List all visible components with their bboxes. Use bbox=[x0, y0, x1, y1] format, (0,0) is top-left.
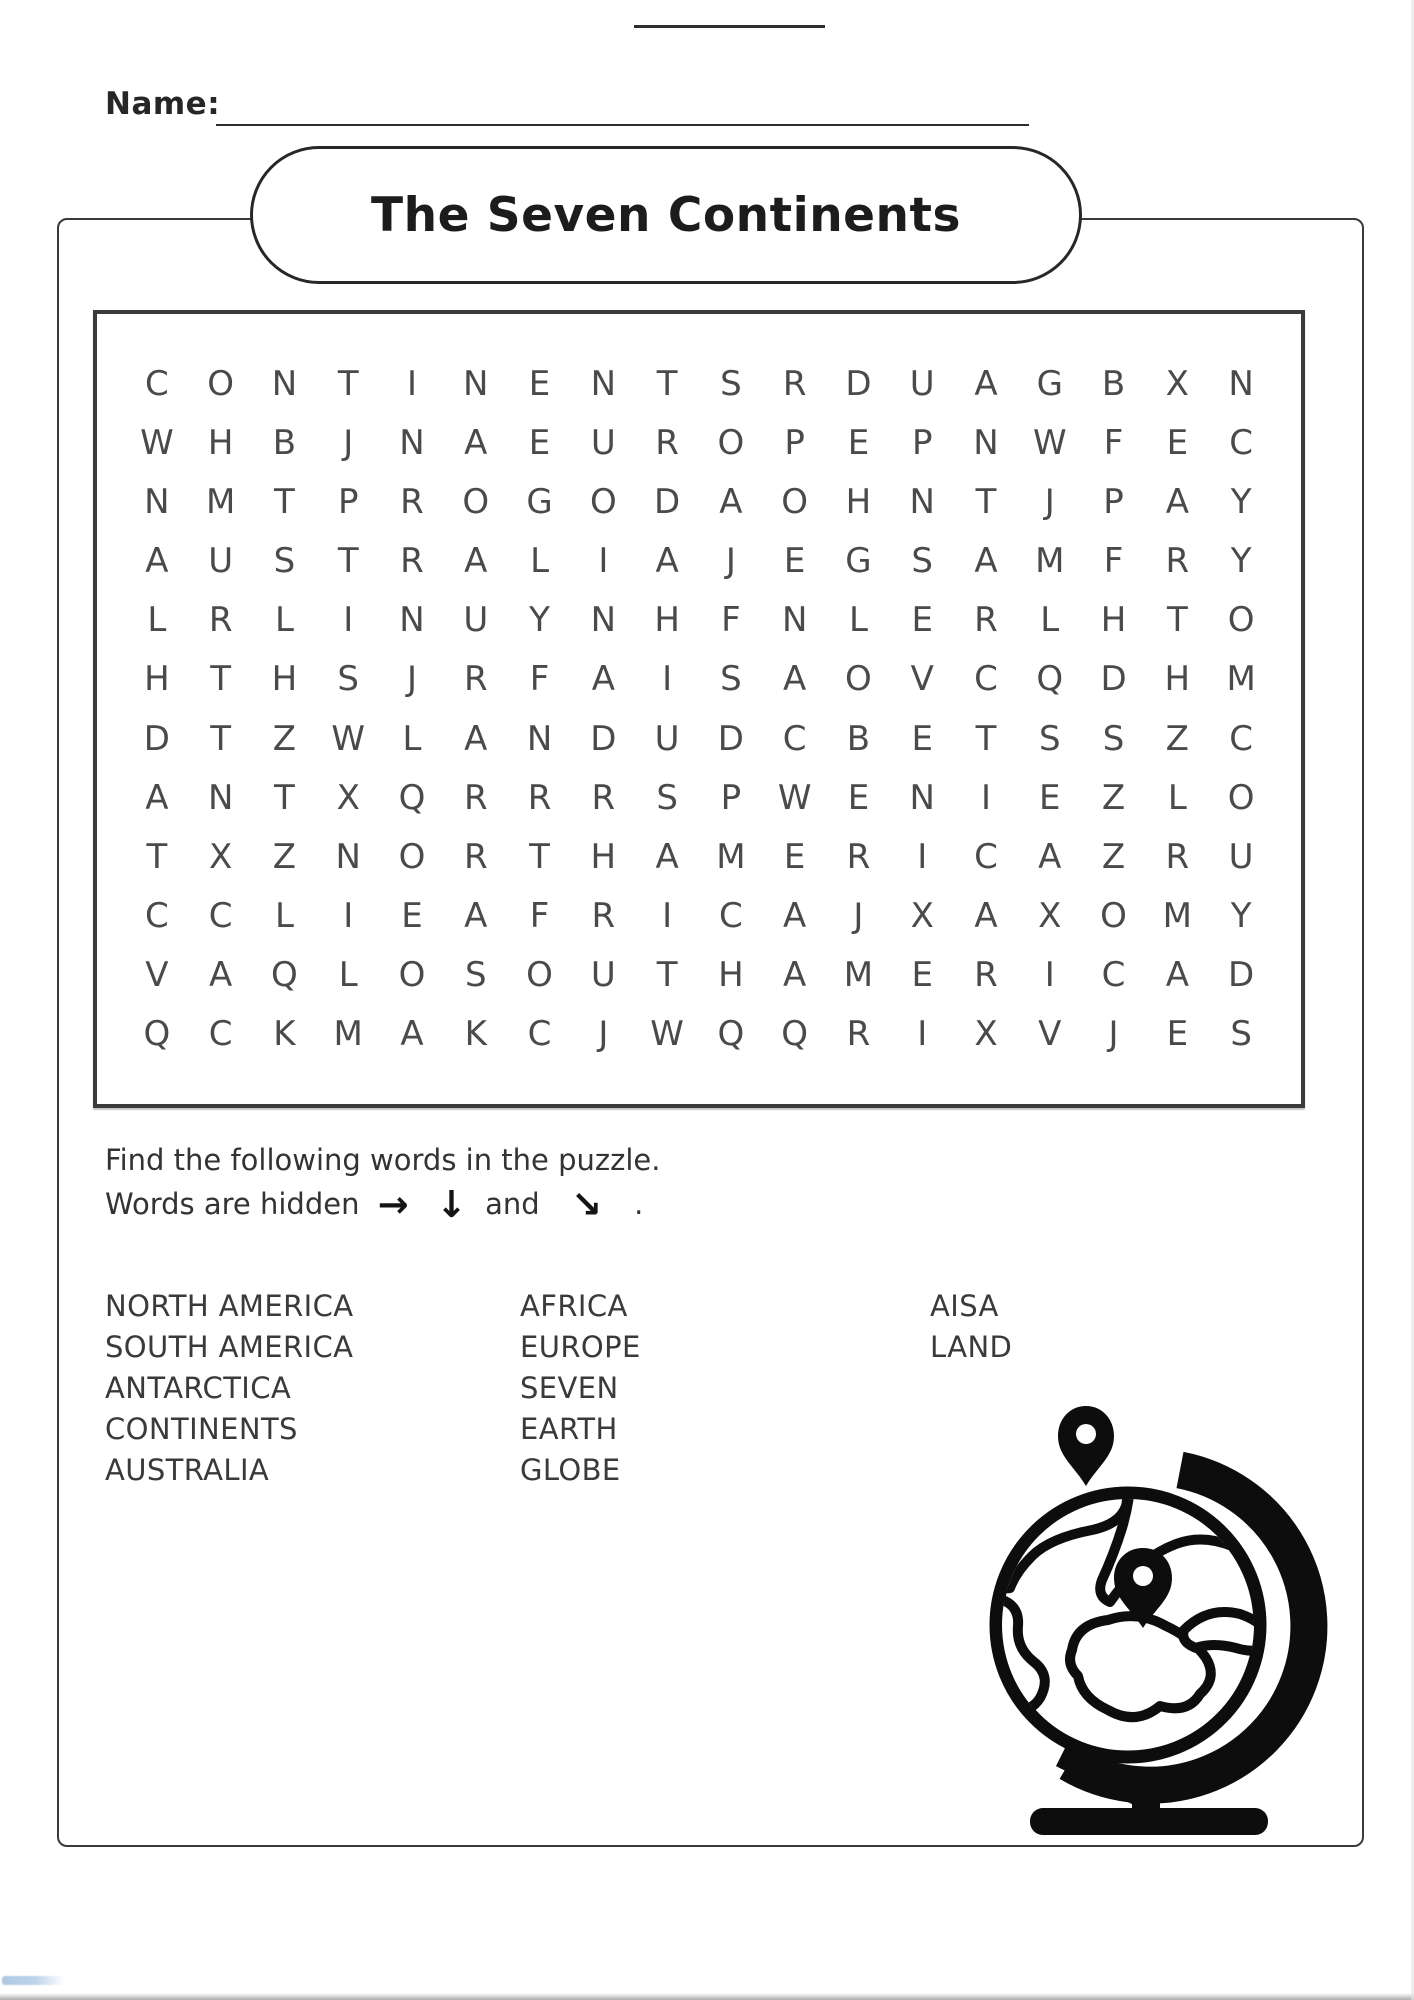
grid-letter-r5c10[interactable]: F bbox=[721, 600, 741, 641]
grid-letter-r10c13[interactable]: X bbox=[910, 896, 934, 937]
grid-letter-r8c18[interactable]: O bbox=[1227, 777, 1255, 818]
grid-letter-r7c18[interactable]: C bbox=[1229, 718, 1253, 759]
grid-letter-r3c5[interactable]: R bbox=[400, 481, 424, 522]
grid-letter-r8c2[interactable]: N bbox=[207, 777, 234, 818]
grid-letter-r12c18[interactable]: S bbox=[1230, 1014, 1252, 1055]
grid-letter-r1c2[interactable]: O bbox=[207, 363, 235, 404]
grid-letter-r12c12[interactable]: R bbox=[846, 1014, 871, 1055]
grid-letter-r1c11[interactable]: R bbox=[782, 363, 807, 404]
word-list-column-2 bbox=[520, 1286, 641, 1491]
grid-letter-r8c17[interactable]: L bbox=[1167, 777, 1187, 818]
grid-letter-r5c12[interactable]: L bbox=[848, 600, 868, 641]
word-item: SOUTH AMERICA bbox=[105, 1330, 354, 1364]
grid-letter-r8c15[interactable]: E bbox=[1039, 777, 1061, 818]
grid-letter-r9c4[interactable]: N bbox=[335, 836, 361, 877]
word-item: CONTINENTS bbox=[105, 1412, 298, 1446]
name-label: Name: bbox=[105, 86, 221, 122]
grid-letter-r10c8[interactable]: R bbox=[591, 896, 616, 937]
grid-letter-r11c16[interactable]: C bbox=[1101, 955, 1126, 996]
grid-letter-r10c11[interactable]: A bbox=[783, 896, 807, 937]
grid-letter-r10c7[interactable]: F bbox=[529, 896, 550, 937]
grid-letter-r6c7[interactable]: F bbox=[529, 659, 550, 700]
top-crop-line bbox=[634, 25, 825, 28]
grid-letter-r7c17[interactable]: Z bbox=[1165, 718, 1189, 759]
grid-letter-r9c12[interactable]: R bbox=[846, 836, 871, 877]
grid-letter-r8c16[interactable]: Z bbox=[1101, 777, 1126, 818]
grid-letter-r2c16[interactable]: F bbox=[1103, 422, 1124, 463]
grid-letter-r7c9[interactable]: U bbox=[654, 718, 680, 759]
word-list-column-3 bbox=[930, 1286, 1012, 1368]
grid-letter-r6c17[interactable]: H bbox=[1164, 659, 1191, 700]
grid-letter-r1c8[interactable]: N bbox=[590, 363, 617, 404]
grid-letter-r12c16[interactable]: J bbox=[1108, 1014, 1119, 1055]
grid-letter-r12c1[interactable]: Q bbox=[143, 1014, 171, 1055]
grid-letter-r6c11[interactable]: A bbox=[783, 659, 807, 700]
grid-letter-r7c14[interactable]: T bbox=[975, 718, 997, 759]
word-item: AISA bbox=[930, 1289, 999, 1323]
grid-letter-r7c5[interactable]: L bbox=[402, 718, 422, 759]
grid-letter-r9c3[interactable]: Z bbox=[272, 836, 297, 877]
grid-letter-r8c9[interactable]: S bbox=[656, 777, 678, 818]
grid-letter-r11c7[interactable]: O bbox=[526, 955, 553, 996]
grid-letter-r10c12[interactable]: J bbox=[853, 896, 864, 937]
grid-letter-r1c7[interactable]: E bbox=[528, 363, 551, 404]
grid-letter-r8c5[interactable]: Q bbox=[398, 777, 426, 818]
grid-letter-r11c9[interactable]: T bbox=[656, 955, 678, 996]
grid-letter-r2c13[interactable]: P bbox=[911, 422, 933, 463]
grid-letter-r9c7[interactable]: T bbox=[529, 836, 550, 877]
grid-letter-r3c1[interactable]: N bbox=[144, 481, 170, 522]
grid-letter-r4c14[interactable]: A bbox=[974, 541, 998, 582]
grid-letter-r4c7[interactable]: L bbox=[530, 541, 550, 582]
grid-letter-r6c1[interactable]: H bbox=[144, 659, 170, 700]
grid-letter-r2c7[interactable]: E bbox=[528, 422, 551, 463]
grid-letter-r3c8[interactable]: O bbox=[589, 481, 617, 522]
grid-letter-r10c18[interactable]: Y bbox=[1230, 896, 1252, 937]
grid-letter-r4c10[interactable]: J bbox=[725, 541, 736, 582]
grid-letter-r3c14[interactable]: T bbox=[975, 481, 997, 522]
grid-letter-r1c1[interactable]: C bbox=[145, 363, 169, 404]
grid-letter-r5c9[interactable]: H bbox=[654, 600, 680, 641]
grid-letter-r10c3[interactable]: L bbox=[274, 896, 294, 937]
grid-letter-r4c8[interactable]: I bbox=[598, 541, 609, 582]
grid-letter-r4c1[interactable]: A bbox=[145, 541, 169, 582]
grid-letter-r6c13[interactable]: V bbox=[910, 659, 934, 700]
grid-letter-r12c17[interactable]: E bbox=[1166, 1014, 1189, 1055]
grid-letter-r11c6[interactable]: S bbox=[464, 955, 487, 996]
grid-letter-r6c16[interactable]: D bbox=[1100, 659, 1127, 700]
grid-letter-r9c8[interactable]: H bbox=[590, 836, 617, 877]
grid-letter-r1c5[interactable]: I bbox=[406, 363, 417, 404]
word-item: GLOBE bbox=[520, 1453, 621, 1487]
grid-letter-r7c16[interactable]: S bbox=[1102, 718, 1125, 759]
word-item: AFRICA bbox=[520, 1289, 628, 1323]
grid-letter-r9c10[interactable]: M bbox=[716, 836, 746, 877]
grid-letter-r5c1[interactable]: L bbox=[147, 600, 167, 641]
grid-letter-r5c18[interactable]: O bbox=[1227, 600, 1255, 641]
grid-letter-r5c7[interactable]: Y bbox=[529, 600, 550, 641]
grid-letter-r5c17[interactable]: T bbox=[1166, 600, 1188, 641]
word-item: LAND bbox=[930, 1330, 1013, 1364]
down-arrow-icon: ↓ bbox=[435, 1183, 467, 1226]
grid-letter-r4c5[interactable]: R bbox=[400, 541, 424, 582]
grid-letter-r3c15[interactable]: J bbox=[1044, 481, 1055, 522]
right-arrow-icon: → bbox=[377, 1183, 409, 1226]
instructions-line-2-text: Words are hidden bbox=[105, 1187, 360, 1221]
word-item: NORTH AMERICA bbox=[105, 1289, 354, 1323]
grid-letter-r9c5[interactable]: O bbox=[398, 836, 426, 877]
grid-letter-r11c2[interactable]: A bbox=[209, 955, 233, 996]
grid-letter-r2c9[interactable]: R bbox=[655, 422, 679, 463]
grid-letter-r12c4[interactable]: M bbox=[333, 1014, 363, 1055]
grid-letter-r4c15[interactable]: M bbox=[1035, 541, 1065, 582]
grid-letter-r12c9[interactable]: W bbox=[650, 1014, 684, 1055]
grid-letter-r10c15[interactable]: X bbox=[1038, 896, 1062, 937]
globe-icon bbox=[980, 1398, 1332, 1843]
grid-letter-r10c1[interactable]: C bbox=[145, 896, 169, 937]
grid-letter-r5c6[interactable]: U bbox=[463, 600, 489, 641]
word-item: EUROPE bbox=[520, 1330, 641, 1364]
grid-letter-r12c5[interactable]: A bbox=[400, 1014, 424, 1055]
grid-letter-r8c4[interactable]: X bbox=[336, 777, 360, 818]
grid-letter-r1c13[interactable]: U bbox=[909, 363, 935, 404]
grid-letter-r7c13[interactable]: E bbox=[911, 718, 933, 759]
name-blank-line[interactable] bbox=[216, 96, 1029, 126]
grid-letter-r4c4[interactable]: T bbox=[337, 541, 359, 582]
grid-letter-r4c3[interactable]: S bbox=[273, 541, 296, 582]
grid-letter-r2c1[interactable]: W bbox=[140, 422, 174, 463]
grid-letter-r11c3[interactable]: Q bbox=[271, 955, 298, 996]
grid-letter-r2c10[interactable]: O bbox=[717, 422, 745, 463]
grid-letter-r5c13[interactable]: E bbox=[911, 600, 933, 641]
grid-letter-r5c8[interactable]: N bbox=[590, 600, 617, 641]
grid-letter-r3c2[interactable]: M bbox=[205, 481, 236, 522]
grid-letter-r11c17[interactable]: A bbox=[1165, 955, 1189, 996]
instructions-and-text: and bbox=[485, 1187, 540, 1221]
grid-letter-r11c13[interactable]: E bbox=[911, 955, 933, 996]
grid-letter-r8c13[interactable]: N bbox=[909, 777, 935, 818]
grid-letter-r1c17[interactable]: X bbox=[1165, 363, 1189, 404]
grid-letter-r9c9[interactable]: A bbox=[655, 836, 679, 877]
grid-letter-r8c11[interactable]: W bbox=[777, 777, 812, 818]
grid-letter-r6c2[interactable]: T bbox=[210, 659, 232, 700]
grid-letter-r7c8[interactable]: D bbox=[590, 718, 617, 759]
grid-letter-r5c2[interactable]: R bbox=[208, 600, 233, 641]
puzzle-grid-box bbox=[93, 310, 1305, 1108]
grid-letter-r1c12[interactable]: D bbox=[845, 363, 872, 404]
grid-letter-r1c18[interactable]: N bbox=[1228, 363, 1254, 404]
grid-letter-r10c5[interactable]: E bbox=[401, 896, 423, 937]
grid-letter-r6c4[interactable]: S bbox=[337, 659, 360, 700]
grid-letter-r2c6[interactable]: A bbox=[464, 422, 488, 463]
grid-letter-r12c10[interactable]: Q bbox=[717, 1014, 745, 1055]
grid-letter-r8c10[interactable]: P bbox=[720, 777, 742, 818]
grid-letter-r7c11[interactable]: C bbox=[782, 718, 807, 759]
grid-letter-r4c2[interactable]: U bbox=[208, 541, 234, 582]
grid-letter-r4c18[interactable]: Y bbox=[1230, 541, 1252, 582]
grid-letter-r7c15[interactable]: S bbox=[1038, 718, 1061, 759]
grid-letter-r3c3[interactable]: T bbox=[274, 481, 295, 522]
grid-letter-r6c15[interactable]: Q bbox=[1036, 659, 1064, 700]
grid-letter-r2c8[interactable]: U bbox=[590, 422, 616, 463]
grid-letter-r5c16[interactable]: H bbox=[1100, 600, 1127, 641]
grid-letter-r1c16[interactable]: B bbox=[1101, 363, 1126, 404]
grid-letter-r12c3[interactable]: K bbox=[273, 1014, 296, 1055]
grid-letter-r9c1[interactable]: T bbox=[146, 836, 168, 877]
grid-letter-r8c3[interactable]: T bbox=[274, 777, 295, 818]
grid-letter-r6c9[interactable]: I bbox=[662, 659, 673, 700]
grid-letter-r3c18[interactable]: Y bbox=[1230, 481, 1252, 522]
grid-letter-r12c7[interactable]: C bbox=[527, 1014, 552, 1055]
grid-letter-r2c2[interactable]: H bbox=[207, 422, 234, 463]
grid-letter-r11c12[interactable]: M bbox=[843, 955, 874, 996]
grid-letter-r6c18[interactable]: M bbox=[1226, 659, 1256, 700]
grid-letter-r10c2[interactable]: C bbox=[208, 896, 233, 937]
grid-letter-r10c10[interactable]: C bbox=[719, 896, 743, 937]
grid-letter-r11c8[interactable]: U bbox=[590, 955, 616, 996]
grid-letter-r7c10[interactable]: D bbox=[717, 718, 744, 759]
grid-letter-r6c14[interactable]: C bbox=[974, 659, 998, 700]
grid-letter-r5c15[interactable]: L bbox=[1040, 600, 1060, 641]
grid-letter-r12c13[interactable]: I bbox=[917, 1014, 928, 1055]
grid-letter-r2c18[interactable]: C bbox=[1229, 422, 1253, 463]
grid-letter-r2c4[interactable]: J bbox=[343, 422, 354, 463]
grid-letter-r3c12[interactable]: H bbox=[845, 481, 872, 522]
grid-letter-r9c18[interactable]: U bbox=[1228, 836, 1254, 877]
grid-letter-r5c14[interactable]: R bbox=[974, 600, 998, 641]
grid-letter-r4c11[interactable]: E bbox=[783, 541, 806, 582]
instructions-line-2 bbox=[105, 1182, 660, 1227]
grid-letter-r12c6[interactable]: K bbox=[464, 1014, 487, 1055]
word-item: AUSTRALIA bbox=[105, 1453, 270, 1487]
instructions bbox=[105, 1138, 660, 1227]
grid-letter-r4c12[interactable]: G bbox=[845, 541, 872, 582]
word-item: EARTH bbox=[520, 1412, 618, 1446]
grid-letter-r9c11[interactable]: E bbox=[783, 836, 806, 877]
word-item: SEVEN bbox=[520, 1371, 619, 1405]
instructions-line-1: Find the following words in the puzzle. bbox=[105, 1143, 661, 1177]
grid-letter-r2c3[interactable]: B bbox=[272, 422, 297, 463]
grid-letter-r3c7[interactable]: G bbox=[526, 481, 553, 522]
grid-letter-r9c17[interactable]: R bbox=[1165, 836, 1190, 877]
grid-letter-r3c9[interactable]: D bbox=[654, 481, 681, 522]
grid-letter-r1c4[interactable]: T bbox=[337, 363, 359, 404]
grid-letter-r7c2[interactable]: T bbox=[210, 718, 232, 759]
grid-letter-r7c3[interactable]: Z bbox=[272, 718, 297, 759]
grid-letter-r9c16[interactable]: Z bbox=[1101, 836, 1126, 877]
diagonal-arrow-icon: ↘ bbox=[570, 1183, 602, 1226]
grid-letter-r5c4[interactable]: I bbox=[343, 600, 354, 641]
grid-letter-r1c14[interactable]: A bbox=[974, 363, 998, 404]
grid-letter-r8c14[interactable]: I bbox=[980, 777, 991, 818]
grid-letter-r6c6[interactable]: R bbox=[463, 659, 488, 700]
grid-letter-r3c13[interactable]: N bbox=[909, 481, 935, 522]
grid-letter-r6c5[interactable]: J bbox=[406, 659, 417, 700]
grid-letter-r8c6[interactable]: R bbox=[463, 777, 488, 818]
grid-letter-r3c10[interactable]: A bbox=[719, 481, 743, 522]
grid-letter-r7c4[interactable]: W bbox=[331, 718, 366, 759]
letter-grid bbox=[125, 354, 1273, 1064]
grid-letter-r11c1[interactable]: V bbox=[145, 955, 169, 996]
grid-letter-r5c11[interactable]: N bbox=[781, 600, 808, 641]
instructions-period: . bbox=[634, 1187, 644, 1221]
grid-letter-r1c6[interactable]: N bbox=[463, 363, 489, 404]
grid-letter-r1c9[interactable]: T bbox=[656, 363, 678, 404]
grid-letter-r10c14[interactable]: A bbox=[974, 896, 998, 937]
grid-letter-r9c2[interactable]: X bbox=[209, 836, 233, 877]
grid-letter-r6c10[interactable]: S bbox=[720, 659, 742, 700]
grid-letter-r8c7[interactable]: R bbox=[527, 777, 552, 818]
grid-letter-r7c12[interactable]: B bbox=[846, 718, 871, 759]
grid-letter-r1c3[interactable]: N bbox=[271, 363, 298, 404]
grid-letter-r3c16[interactable]: P bbox=[1103, 481, 1124, 522]
grid-letter-r12c14[interactable]: X bbox=[974, 1014, 998, 1055]
grid-letter-r11c14[interactable]: R bbox=[974, 955, 998, 996]
grid-letter-r5c3[interactable]: L bbox=[274, 600, 294, 641]
grid-letter-r10c17[interactable]: M bbox=[1162, 896, 1192, 937]
grid-letter-r2c12[interactable]: E bbox=[847, 422, 870, 463]
word-list-column-1 bbox=[105, 1286, 353, 1491]
grid-letter-r11c4[interactable]: L bbox=[338, 955, 358, 996]
grid-letter-r6c12[interactable]: O bbox=[845, 659, 872, 700]
grid-letter-r3c6[interactable]: O bbox=[462, 481, 490, 522]
grid-letter-r6c3[interactable]: H bbox=[271, 659, 298, 700]
grid-letter-r2c17[interactable]: E bbox=[1166, 422, 1189, 463]
grid-letter-r10c9[interactable]: I bbox=[662, 896, 673, 937]
word-item: ANTARCTICA bbox=[105, 1371, 292, 1405]
grid-letter-r5c5[interactable]: N bbox=[399, 600, 425, 641]
grid-letter-r7c7[interactable]: N bbox=[526, 718, 553, 759]
title-banner bbox=[250, 146, 1082, 284]
grid-letter-r3c4[interactable]: P bbox=[337, 481, 359, 522]
grid-letter-r4c16[interactable]: F bbox=[1103, 541, 1124, 582]
grid-letter-r4c6[interactable]: A bbox=[464, 541, 488, 582]
grid-letter-r7c6[interactable]: A bbox=[464, 718, 488, 759]
page-title: The Seven Continents bbox=[371, 187, 961, 243]
grid-letter-r9c14[interactable]: C bbox=[974, 836, 998, 877]
grid-letter-r12c2[interactable]: C bbox=[208, 1014, 233, 1055]
grid-letter-r1c10[interactable]: S bbox=[720, 363, 742, 404]
grid-letter-r9c15[interactable]: A bbox=[1038, 836, 1062, 877]
grid-letter-r4c17[interactable]: R bbox=[1165, 541, 1190, 582]
grid-letter-r11c10[interactable]: H bbox=[718, 955, 744, 996]
grid-letter-r1c15[interactable]: G bbox=[1036, 363, 1063, 404]
grid-letter-r3c17[interactable]: A bbox=[1165, 481, 1189, 522]
grid-letter-r9c13[interactable]: I bbox=[917, 836, 928, 877]
grid-letter-r2c5[interactable]: N bbox=[399, 422, 425, 463]
grid-letter-r7c1[interactable]: D bbox=[143, 718, 170, 759]
watermark-artifact bbox=[2, 1976, 64, 1985]
page-scan-bottom-edge bbox=[0, 1993, 1414, 2000]
grid-letter-r8c8[interactable]: R bbox=[591, 777, 616, 818]
grid-letter-r11c5[interactable]: O bbox=[398, 955, 426, 996]
grid-letter-r11c15[interactable]: I bbox=[1044, 955, 1055, 996]
grid-letter-r6c8[interactable]: A bbox=[591, 659, 615, 700]
grid-letter-r10c6[interactable]: A bbox=[464, 896, 488, 937]
grid-letter-r4c13[interactable]: S bbox=[911, 541, 934, 582]
grid-letter-r11c18[interactable]: D bbox=[1228, 955, 1255, 996]
grid-letter-r2c14[interactable]: N bbox=[973, 422, 999, 463]
grid-letter-r2c15[interactable]: W bbox=[1032, 422, 1067, 463]
grid-letter-r10c4[interactable]: I bbox=[343, 896, 354, 937]
grid-letter-r8c1[interactable]: A bbox=[145, 777, 169, 818]
grid-letter-r12c11[interactable]: Q bbox=[781, 1014, 809, 1055]
grid-letter-r8c12[interactable]: E bbox=[847, 777, 870, 818]
grid-letter-r4c9[interactable]: A bbox=[655, 541, 679, 582]
grid-letter-r2c11[interactable]: P bbox=[784, 422, 805, 463]
grid-letter-r12c8[interactable]: J bbox=[598, 1014, 609, 1055]
grid-letter-r11c11[interactable]: A bbox=[783, 955, 807, 996]
grid-letter-r3c11[interactable]: O bbox=[781, 481, 809, 522]
grid-letter-r9c6[interactable]: R bbox=[463, 836, 488, 877]
grid-letter-r10c16[interactable]: O bbox=[1100, 896, 1127, 937]
grid-letter-r12c15[interactable]: V bbox=[1038, 1014, 1062, 1055]
